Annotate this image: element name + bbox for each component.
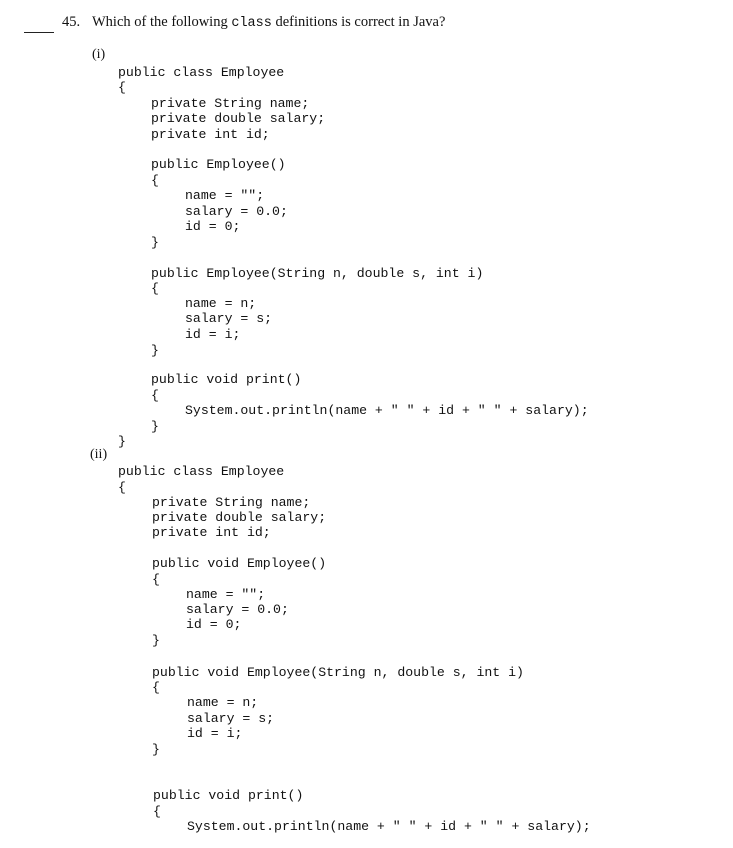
code-line: }: [151, 235, 159, 250]
question-text-before: Which of the following: [92, 14, 232, 30]
code-line: {: [152, 680, 160, 695]
code-line: System.out.println(name + " " + id + " " + salary);: [185, 403, 589, 418]
code-line: private int id;: [152, 525, 271, 540]
answer-blank: [24, 32, 54, 33]
code-line: {: [151, 388, 159, 403]
code-line: public void print(): [151, 372, 302, 387]
question-text: [92, 14, 445, 31]
code-line: }: [151, 343, 159, 358]
code-line: System.out.println(name + " " + id + " " + salary);: [187, 819, 591, 834]
code-line: name = "";: [186, 587, 266, 602]
code-line: private String name;: [151, 96, 310, 111]
code-line: {: [151, 173, 159, 188]
code-line: {: [118, 480, 126, 495]
code-line: private double salary;: [151, 111, 326, 126]
code-line: {: [152, 572, 160, 587]
code-line: public Employee(String n, double s, int i): [151, 266, 484, 281]
code-line: }: [151, 419, 159, 434]
option-i-label: (i): [92, 47, 106, 62]
code-line: salary = 0.0;: [186, 602, 289, 617]
code-line: name = n;: [185, 296, 257, 311]
code-line: name = n;: [187, 695, 259, 710]
code-line: salary = s;: [185, 311, 273, 326]
code-line: private int id;: [151, 127, 270, 142]
code-line: {: [118, 80, 126, 95]
code-line: private String name;: [152, 495, 311, 510]
code-line: id = 0;: [186, 617, 242, 632]
code-line: salary = 0.0;: [185, 204, 288, 219]
code-line: id = i;: [185, 327, 241, 342]
code-line: id = 0;: [185, 219, 241, 234]
code-line: {: [151, 281, 159, 296]
code-line: }: [118, 434, 126, 449]
code-line: }: [152, 633, 160, 648]
code-line: id = i;: [187, 726, 243, 741]
code-line: public class Employee: [118, 65, 285, 80]
code-line: public void print(): [153, 788, 304, 803]
code-line: public class Employee: [118, 464, 285, 479]
code-line: name = "";: [185, 188, 265, 203]
question-text-after: definitions is correct in Java?: [271, 14, 446, 30]
code-line: public void Employee(String n, double s, int i): [152, 665, 524, 680]
code-line: public void Employee(): [152, 556, 327, 571]
option-ii-label: (ii): [90, 447, 108, 462]
code-line: private double salary;: [152, 510, 327, 525]
question-number: 45.: [62, 14, 81, 30]
question-keyword: class: [231, 16, 272, 31]
code-line: salary = s;: [187, 711, 275, 726]
code-line: }: [152, 742, 160, 757]
code-line: {: [153, 804, 161, 819]
code-line: public Employee(): [151, 157, 286, 172]
